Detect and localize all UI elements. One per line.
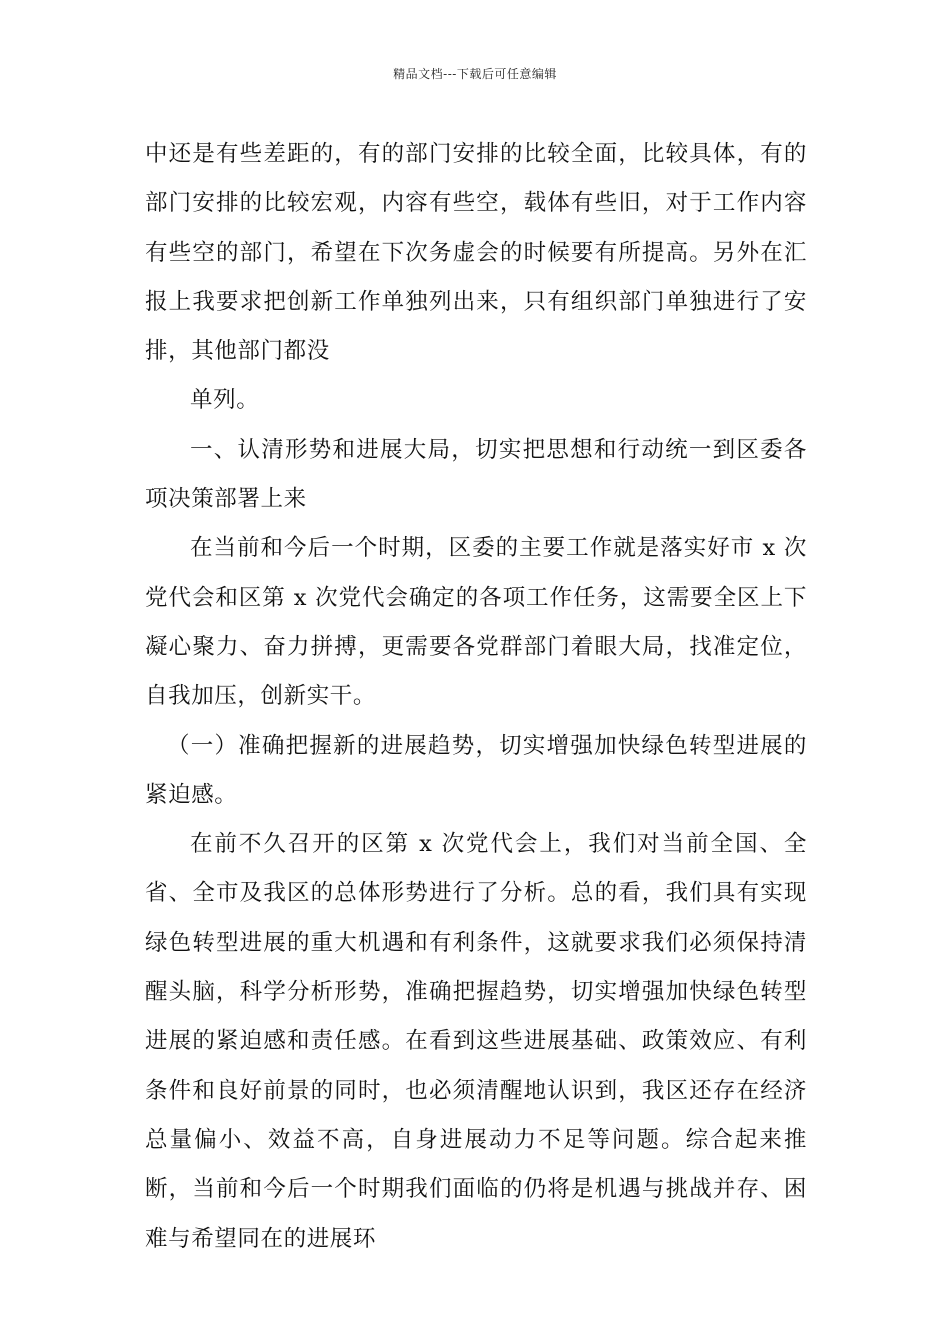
section-heading-1: 一、认清形势和进展大局，切实把思想和行动统一到区委各项决策部署上来: [145, 436, 807, 513]
paragraph-3: 在当前和今后一个时期，区委的主要工作就是落实好市 x 次党代会和区第 x 次党代会确定的各项工作任务，这需要全区上下凝心聚力、奋力拼搏，更需要各党群部门着眼大局，找准定位，自我加压，创新实干。: [145, 535, 807, 710]
paragraph-1: 中还是有些差距的，有的部门安排的比较全面，比较具体，有的部门安排的比较宏观，内容有些空，载体有些旧，对于工作内容有些空的部门，希望在下次务虚会的时候要有所提高。另外在汇报上我要求把创新工作单独列出来，只有组织部门单独进行了安排，其他部门都没: [145, 141, 807, 365]
paragraph-2: 单列。: [190, 387, 260, 414]
document-body: [145, 130, 807, 1264]
paragraph-4: 在前不久召开的区第 x 次党代会上，我们对当前全国、全省、全市及我区的总体形势进行了分析。总的看，我们具有实现绿色转型进展的重大机遇和有利条件，这就要求我们必须保持清醒头脑，科学分析形势，准确把握趋势，切实增强加快绿色转型进展的紧迫感和责任感。在看到这些进展基础、政策效应、有利条件和良好前景的同时，也必须清醒地认识到，我区还存在经济总量偏小、效益不高，自身进展动力不足等问题。综合起来推断，当前和今后一个时期我们面临的仍将是机遇与挑战并存、困难与希望同在的进展环: [145, 831, 807, 1252]
page-header: 精品文档---下载后可任意编辑: [393, 67, 557, 81]
subsection-heading-1: （一）准确把握新的进展趋势，切实增强加快绿色转型进展的紧迫感。: [145, 732, 807, 808]
